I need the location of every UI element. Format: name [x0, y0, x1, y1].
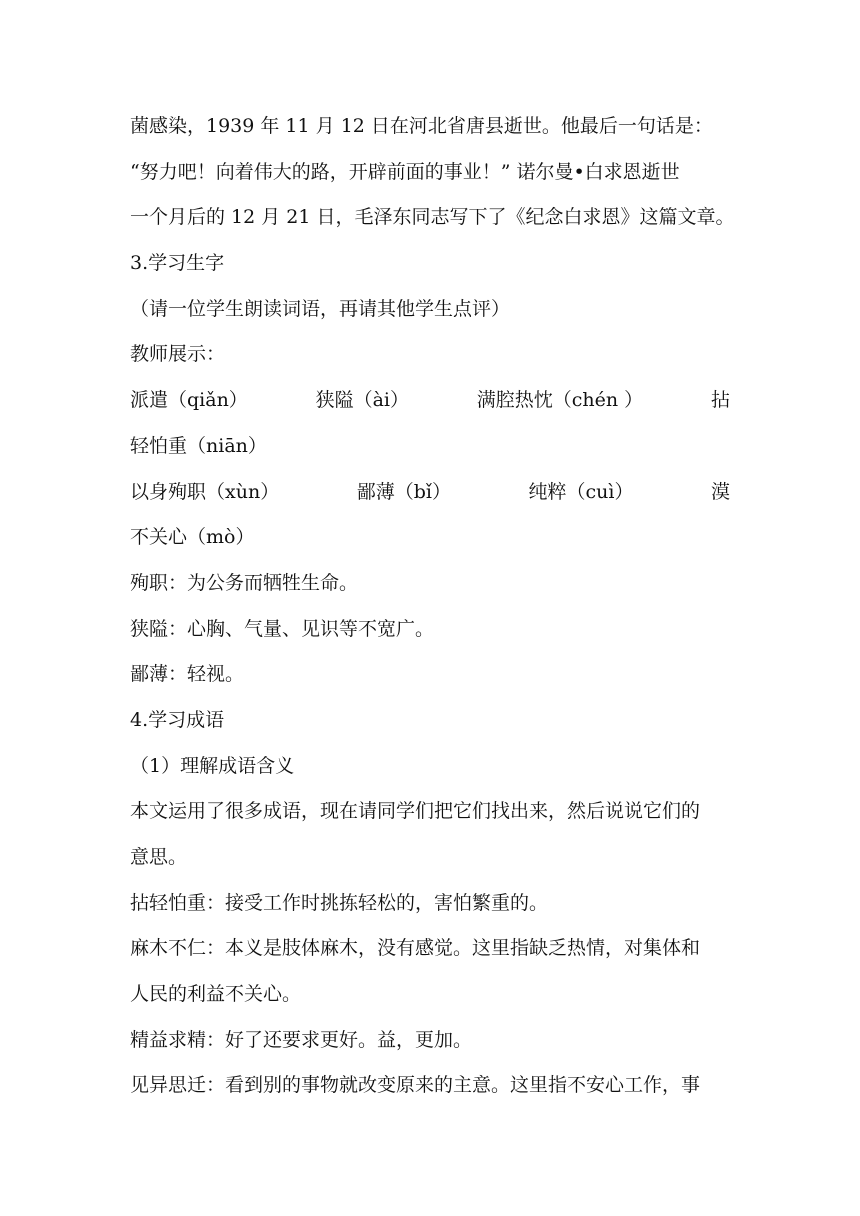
vocab-item: 鄙薄（bǐ）	[356, 480, 451, 503]
vocab-item: 漠	[710, 480, 730, 503]
vocab-row	[130, 378, 730, 424]
vocab-item: 狭隘（ài）	[315, 389, 409, 412]
text-line: 菌感染，1939 年 11 月 12 日在河北省唐县逝世。他最后一句话是：	[130, 115, 713, 137]
vocab-item: 派遣（qiǎn）	[130, 389, 248, 412]
vocab-item: 以身殉职（xùn）	[130, 480, 280, 503]
definition-line: 见异思迁：看到别的事物就改变原来的主意。这里指不安心工作，事	[130, 1074, 701, 1097]
text-line: （请一位学生朗读词语，再请其他学生点评）	[130, 297, 511, 320]
definition-line: 狭隘：心胸、气量、见识等不宽广。	[130, 617, 435, 640]
vocab-item: 纯粹（cuì）	[528, 480, 634, 503]
document-body	[130, 104, 735, 1109]
definition-line: 鄙薄：轻视。	[130, 663, 245, 686]
definition-line: 拈轻怕重：接受工作时挑拣轻松的，害怕繁重的。	[130, 891, 549, 914]
text-line: 意思。	[130, 846, 188, 868]
text-line: 本文运用了很多成语，现在请同学们把它们找出来，然后说说它们的	[130, 800, 701, 823]
text-line: 人民的利益不关心。	[130, 983, 302, 1006]
section-heading: 4.学习成语	[130, 708, 225, 731]
definition-line: 精益求精：好了还要求更好。益，更加。	[130, 1028, 473, 1051]
text-line: “努力吧！向着伟大的路，开辟前面的事业！” 诺尔曼•白求恩逝世	[130, 160, 680, 183]
text-line: 轻怕重（niān）	[130, 434, 267, 457]
text-line: 教师展示：	[130, 343, 226, 366]
vocab-item: 满腔热忱（chén ）	[476, 389, 644, 412]
subsection-heading: （1）理解成语含义	[130, 754, 295, 777]
definition-line: 殉职：为公务而牺牲生命。	[130, 571, 359, 594]
definition-line: 麻木不仁：本义是肢体麻木，没有感觉。这里指缺乏热情，对集体和	[130, 937, 701, 960]
text-line: 不关心（mò）	[130, 526, 255, 549]
vocab-item: 拈	[710, 389, 730, 412]
section-heading: 3.学习生字	[130, 252, 225, 275]
text-line: 一个月后的 12 月 21 日，毛泽东同志写下了《纪念白求恩》这篇文章。	[130, 206, 735, 229]
vocab-row	[130, 470, 730, 516]
